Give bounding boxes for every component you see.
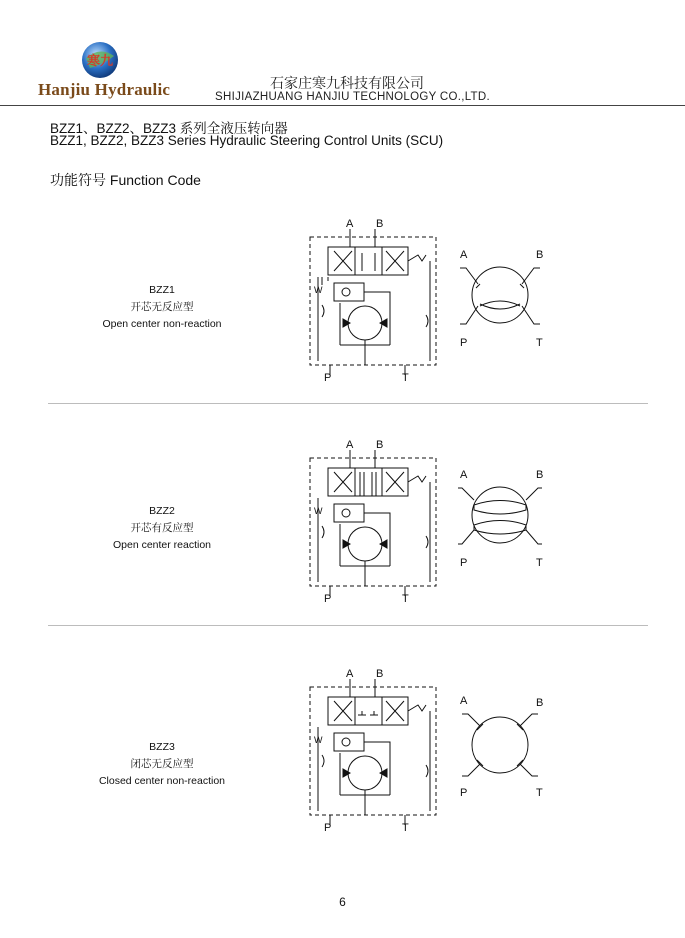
hydraulic-schematic-bzz2 <box>300 436 450 606</box>
port-symbol-bzz3 <box>450 690 560 810</box>
symbol-label-t: T <box>536 557 543 569</box>
company-name-cn: 石家庄寒九科技有限公司 <box>270 75 424 91</box>
port-label-b: B <box>376 668 384 680</box>
symbol-label-t: T <box>536 787 543 799</box>
port-label-a: A <box>346 668 354 680</box>
unit-name-en: Closed center non-reaction <box>98 775 226 787</box>
unit-caption-bzz3 <box>92 739 232 790</box>
logo-lettering: 寒九 <box>86 53 114 68</box>
port-label-b: B <box>376 439 384 451</box>
port-label-t: T <box>402 593 409 605</box>
port-label-p: P <box>324 593 332 605</box>
port-label-p: P <box>324 372 332 384</box>
port-label-b: B <box>376 218 384 230</box>
unit-model: BZZ3 <box>149 741 175 753</box>
symbol-label-p: P <box>460 557 468 569</box>
section-divider <box>48 625 648 626</box>
unit-name-cn: 开芯无反应型 <box>130 301 194 313</box>
series-title-cn: BZZ1、BZZ2、BZZ3 系列全液压转向器 <box>50 121 288 136</box>
port-symbol-bzz2 <box>450 460 560 580</box>
port-symbol-bzz1 <box>450 240 560 360</box>
port-label-t: T <box>402 372 409 384</box>
hydraulic-schematic-bzz1 <box>300 215 450 385</box>
header-divider <box>0 105 685 106</box>
port-label-t: T <box>402 822 409 834</box>
company-name-en: SHIJIAZHUANG HANJIU TECHNOLOGY CO.,LTD. <box>215 91 490 103</box>
unit-name-en: Open center non-reaction <box>102 318 222 330</box>
company-logo <box>78 38 122 82</box>
unit-model: BZZ1 <box>149 284 175 296</box>
unit-name-cn: 开芯有反应型 <box>130 522 194 534</box>
function-code-title: 功能符号 Function Code <box>50 172 201 188</box>
port-label-w: W <box>314 735 323 745</box>
port-label-w: W <box>314 506 323 516</box>
port-label-p: P <box>324 822 332 834</box>
unit-caption-bzz2 <box>92 503 232 554</box>
unit-name-cn: 闭芯无反应型 <box>130 758 194 770</box>
unit-model: BZZ2 <box>149 505 175 517</box>
section-divider <box>48 403 648 404</box>
symbol-label-b: B <box>536 697 544 709</box>
symbol-label-a: A <box>460 695 468 707</box>
port-label-w: W <box>314 285 323 295</box>
symbol-label-b: B <box>536 249 544 261</box>
symbol-label-b: B <box>536 469 544 481</box>
port-label-a: A <box>346 439 354 451</box>
brand-name: Hanjiu Hydraulic <box>38 80 171 99</box>
symbol-label-a: A <box>460 469 468 481</box>
unit-name-en: Open center reaction <box>112 539 212 551</box>
series-title-en: BZZ1, BZZ2, BZZ3 Series Hydraulic Steering Control Units (SCU) <box>50 133 444 148</box>
symbol-label-p: P <box>460 337 468 349</box>
port-label-a: A <box>346 218 354 230</box>
symbol-label-t: T <box>536 337 543 349</box>
hydraulic-schematic-bzz3 <box>300 665 450 835</box>
unit-caption-bzz1 <box>92 282 232 333</box>
symbol-label-a: A <box>460 249 468 261</box>
page-number: 6 <box>339 895 346 909</box>
symbol-label-p: P <box>460 787 468 799</box>
